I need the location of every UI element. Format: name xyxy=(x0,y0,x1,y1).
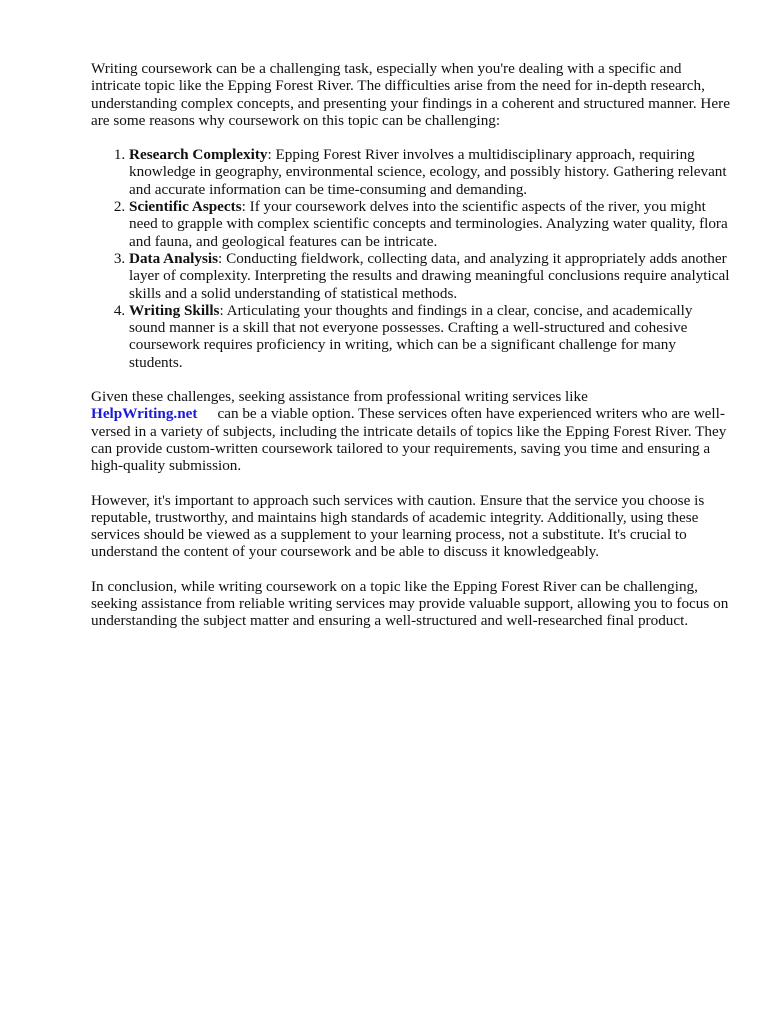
list-item xyxy=(129,302,731,371)
list-item xyxy=(129,250,731,302)
list-item-text: : Epping Forest River involves a multidisciplinary approach, requiring knowledge in geography, environmental science, ecology, and possibly history. Gathering relevant and accurate information can be time-consuming and demanding. xyxy=(129,146,727,198)
intro-paragraph: Writing coursework can be a challenging task, especially when you're dealing with a specific and intricate topic like the Epping Forest River. The difficulties arise from the need for in-depth research, understanding complex concepts, and presenting your findings in a coherent and structured manner. Here are some reasons why coursework on this topic can be challenging: xyxy=(91,60,730,129)
list-item-text: : Articulating your thoughts and findings in a clear, concise, and academically sound manner is a skill that not everyone possesses. Crafting a well-structured and cohesive coursework requires proficiency in writing, which can be a significant challenge for many students. xyxy=(129,301,693,371)
list-item xyxy=(129,198,731,250)
list-item-term: Scientific Aspects xyxy=(129,198,242,216)
services-text-before: Given these challenges, seeking assistance from professional writing services like xyxy=(91,388,588,406)
services-paragraph xyxy=(91,388,731,474)
list-item xyxy=(129,146,731,198)
list-item-text: : If your coursework delves into the scientific aspects of the river, you might need to grapple with complex scientific concepts and terminologies. Analyzing water quality, flora and fauna, and geological features can be intricate. xyxy=(129,198,728,250)
caution-paragraph: However, it's important to approach such services with caution. Ensure that the service you choose is reputable, trustworthy, and maintains high standards of academic integrity. Additionally, using these services should be viewed as a supplement to your learning process, not a substitute. It's crucial to understand the content of your coursework and be able to discuss it knowledgeably. xyxy=(91,491,705,561)
reasons-list xyxy=(91,146,731,371)
list-item-term: Data Analysis xyxy=(129,249,219,267)
services-text-after: can be a viable option. These services often have experienced writers who are well-versed in a variety of subjects, including the intricate details of topics like the Epping Forest River. They can provide custom-written coursework tailored to your requirements, saving you time and ensuring a high-quality submission. xyxy=(91,405,727,475)
helpwriting-link[interactable]: HelpWriting.net xyxy=(91,405,198,423)
list-item-term: Writing Skills xyxy=(129,301,220,319)
document-page xyxy=(91,60,731,647)
conclusion-paragraph: In conclusion, while writing coursework on a topic like the Epping Forest River can be challenging, seeking assistance from reliable writing services may provide valuable support, allowing you to focus on understanding the subject matter and ensuring a well-structured and well-researched final product. xyxy=(91,577,729,630)
list-item-text: : Conducting fieldwork, collecting data, and analyzing it appropriately adds another layer of complexity. Interpreting the results and drawing meaningful conclusions require analytical skills and a solid understanding of statistical methods. xyxy=(129,249,730,302)
list-item-term: Research Complexity xyxy=(129,146,268,164)
